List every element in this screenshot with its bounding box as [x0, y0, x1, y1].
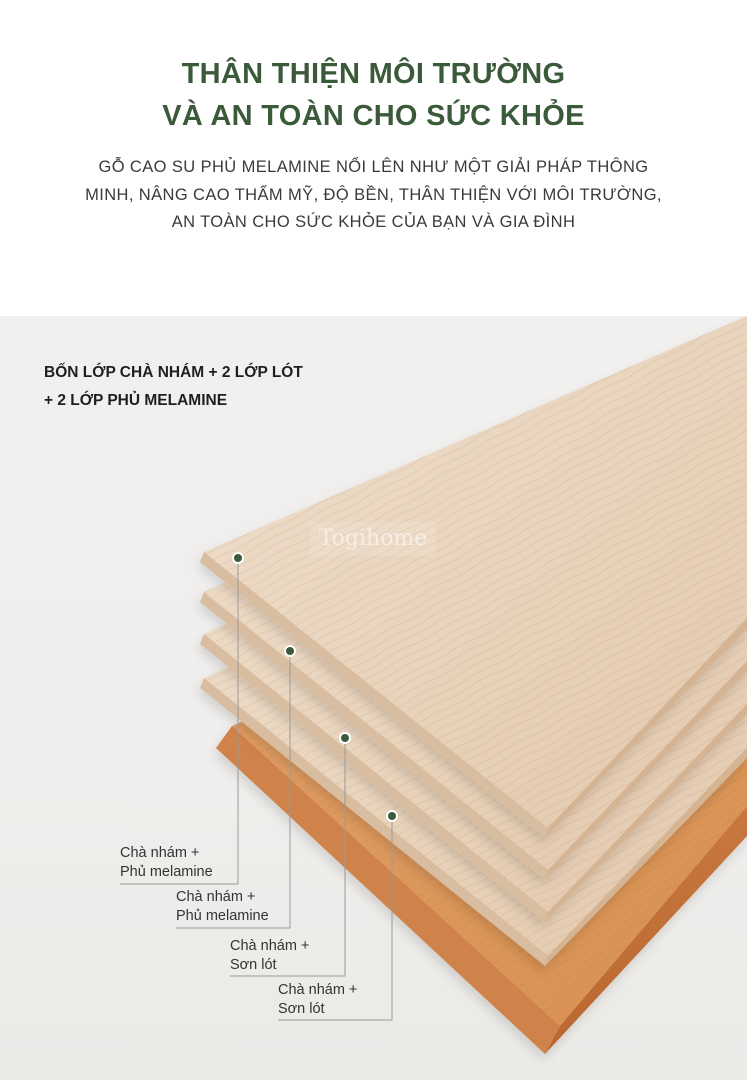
layer-label-3-line-2: Sơn lót: [230, 957, 277, 973]
layer-label-1: [120, 844, 213, 882]
diagram-heading-line-1: BỐN LỚP CHÀ NHÁM + 2 LỚP LÓT: [44, 364, 303, 381]
layer-label-4-line-2: Sơn lót: [278, 1001, 325, 1017]
subtitle-line-2: MINH, NÂNG CAO THẨM MỸ, ĐỘ BỀN, THÂN THIỆN VỚI MÔI TRƯỜNG,: [85, 186, 662, 204]
header-section: [0, 0, 747, 316]
page-title-line-1: THÂN THIỆN MÔI TRƯỜNG: [181, 58, 566, 90]
layer-label-2-line-1: Chà nhám +: [176, 889, 256, 905]
subtitle-line-3: AN TOÀN CHO SỨC KHỎE CỦA BẠN VÀ GIA ĐÌNH: [171, 213, 576, 231]
layer-label-2: [176, 888, 269, 926]
layer-label-1-line-2: Phủ melamine: [120, 864, 213, 880]
watermark-logo: Togihome: [310, 522, 436, 556]
layer-diagram: [0, 316, 747, 1080]
layer-label-4-line-1: Chà nhám +: [278, 982, 358, 998]
layer-label-1-line-1: Chà nhám +: [120, 845, 200, 861]
subtitle-line-1: GỖ CAO SU PHỦ MELAMINE NỔI LÊN NHƯ MỘT GIẢI PHÁP THÔNG: [98, 158, 649, 176]
wood-board-illustration: [0, 316, 747, 1080]
layer-label-4: [278, 981, 357, 1019]
page-title-line-2: VÀ AN TOÀN CHO SỨC KHỎE: [162, 100, 585, 132]
diagram-heading-line-2: + 2 LỚP PHỦ MELAMINE: [44, 392, 228, 409]
layer-label-3: [230, 937, 309, 975]
layer-label-2-line-2: Phủ melamine: [176, 908, 269, 924]
layer-label-3-line-1: Chà nhám +: [230, 938, 310, 954]
